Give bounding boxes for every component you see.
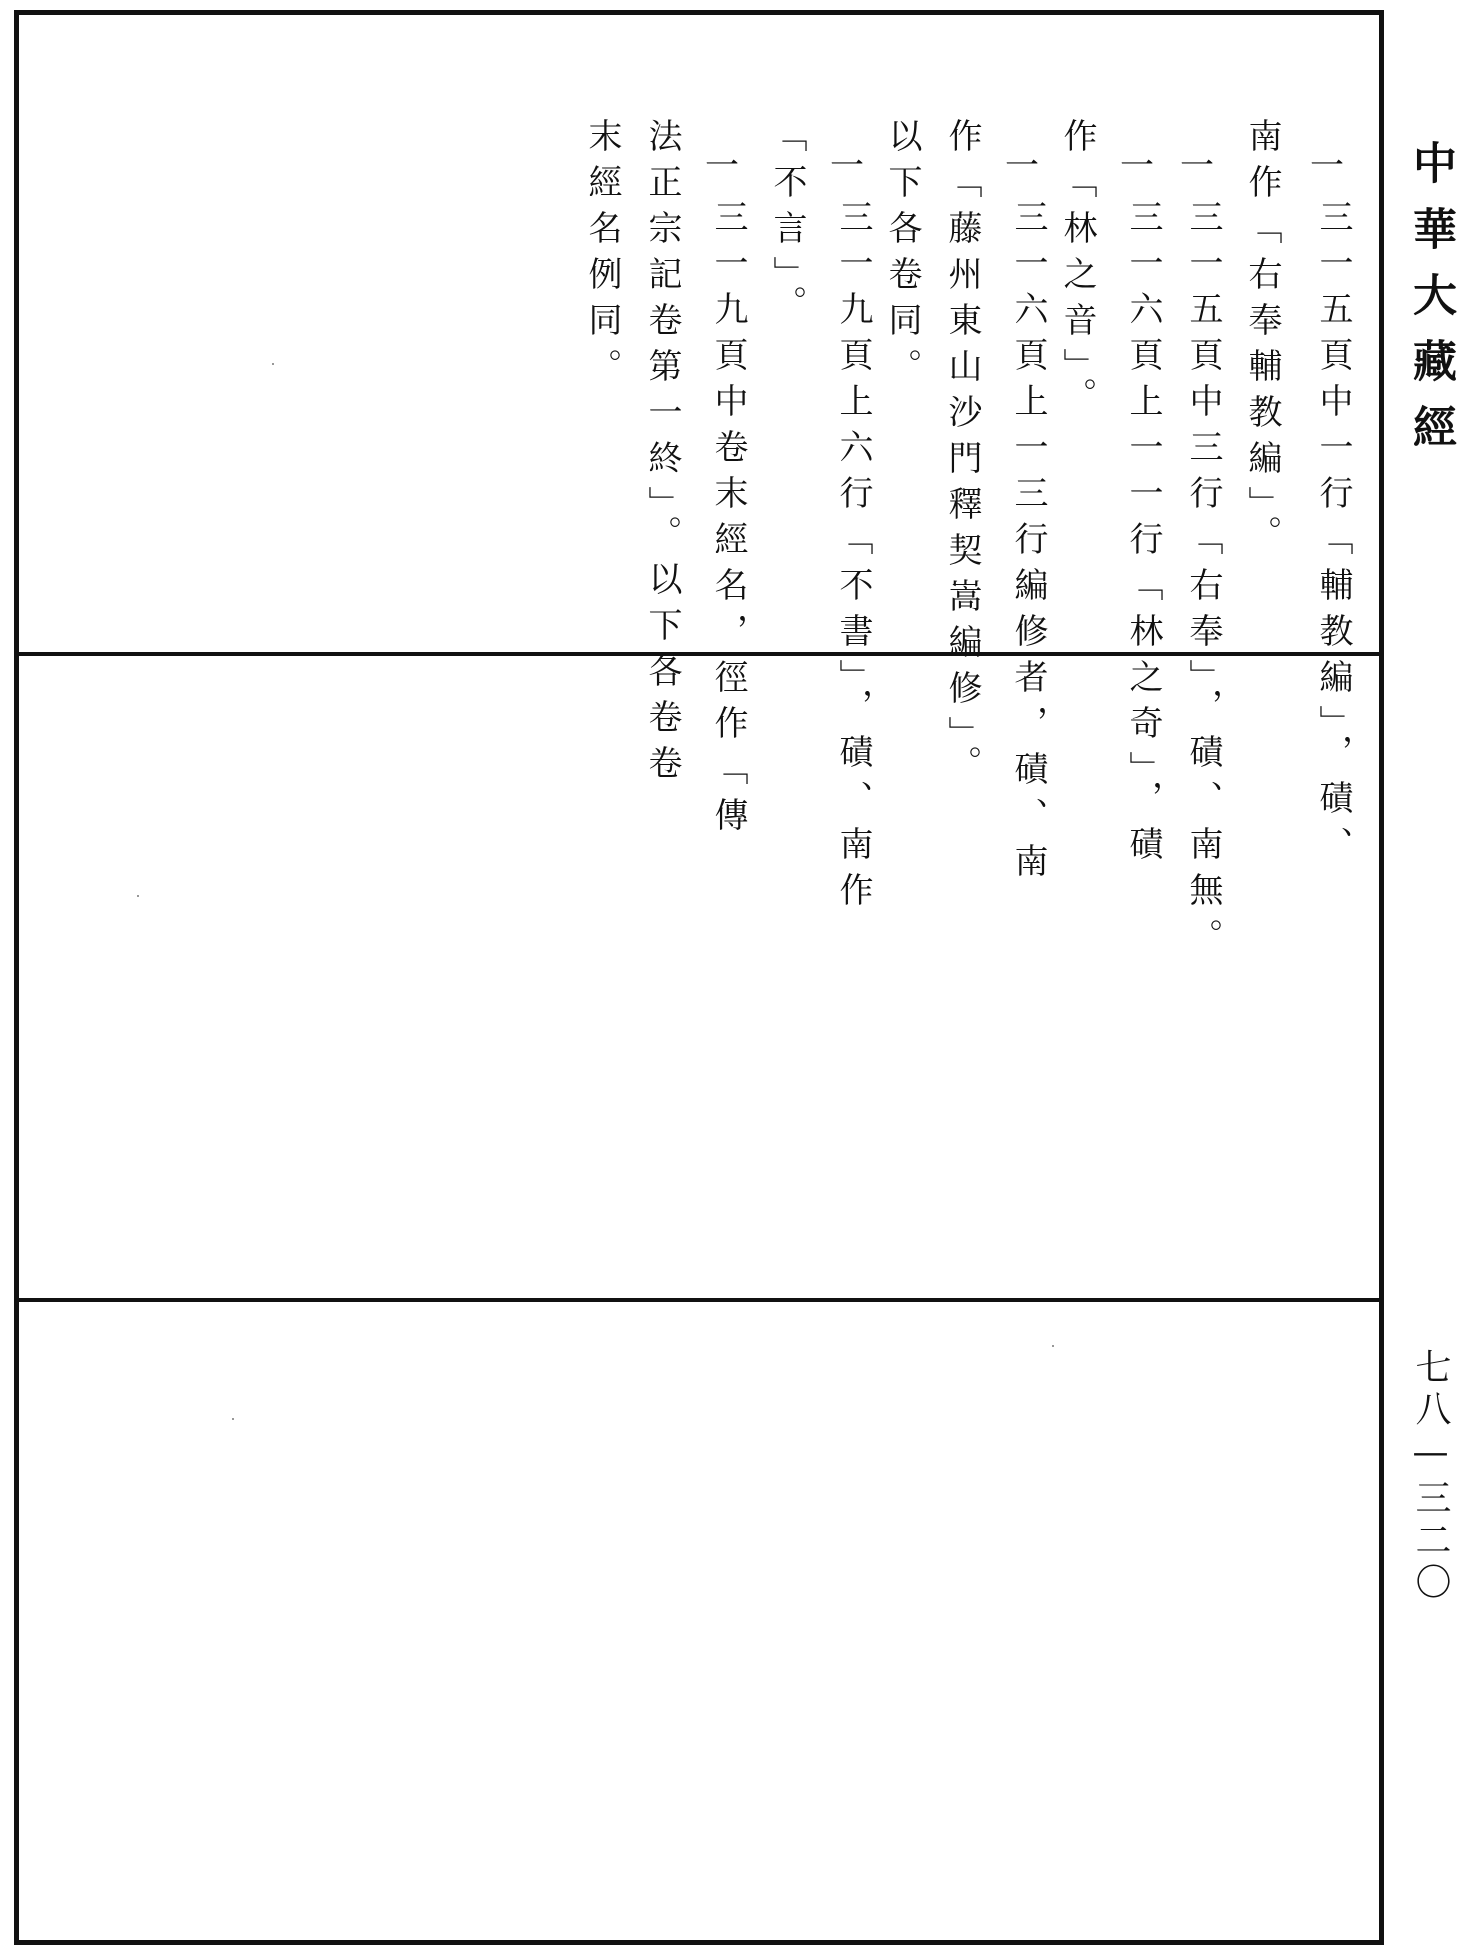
scan-speck xyxy=(1052,1345,1054,1347)
note-text: 三一九頁上六行「不書」，磧、南作 xyxy=(833,199,873,918)
collation-note xyxy=(705,45,785,843)
note-continuation: 以下各卷同。 xyxy=(882,118,922,394)
note-text: 三一六頁上一一行「林之奇」，磧 xyxy=(1123,199,1163,872)
note-continuation: 末經名例同。 xyxy=(582,118,622,394)
note-continuation: 南作「右奉輔教編」。 xyxy=(1242,118,1282,561)
note-marker: 一 xyxy=(705,146,751,186)
note-marker: 一 xyxy=(830,146,876,186)
note-marker: 一 xyxy=(1180,146,1226,186)
note-continuation: 法正宗記卷第一終」。以下各卷卷 xyxy=(642,118,682,791)
note-marker: 一 xyxy=(1120,146,1166,186)
note-continuation: 作「林之音」。 xyxy=(1057,118,1097,423)
scan-speck xyxy=(232,1418,234,1420)
note-continuation: 「不言」。 xyxy=(767,118,807,331)
note-text: 三一六頁上一三行編修者，磧、南 xyxy=(1008,199,1048,889)
note-marker: 一 xyxy=(1310,146,1356,186)
page-number: 七八—三二〇 xyxy=(1410,1348,1451,1605)
collation-note xyxy=(830,45,910,918)
collation-note xyxy=(1310,45,1390,872)
note-continuation: 作「藤州東山沙門釋契嵩編修」。 xyxy=(942,118,982,791)
note-text: 三一五頁中一行「輔教編」，磧、 xyxy=(1313,199,1353,872)
note-marker: 一 xyxy=(1005,146,1051,186)
scan-speck xyxy=(137,895,139,897)
note-text: 三一五頁中三行「右奉」，磧、南無。 xyxy=(1183,199,1223,964)
collation-note xyxy=(1120,45,1200,872)
collation-note xyxy=(1005,45,1085,889)
note-text: 三一九頁中卷末經名，徑作「傳 xyxy=(708,199,748,843)
scan-speck xyxy=(272,363,274,365)
section-divider xyxy=(14,1298,1384,1302)
scripture-collection-title: 中華大藏經 xyxy=(1405,140,1456,470)
